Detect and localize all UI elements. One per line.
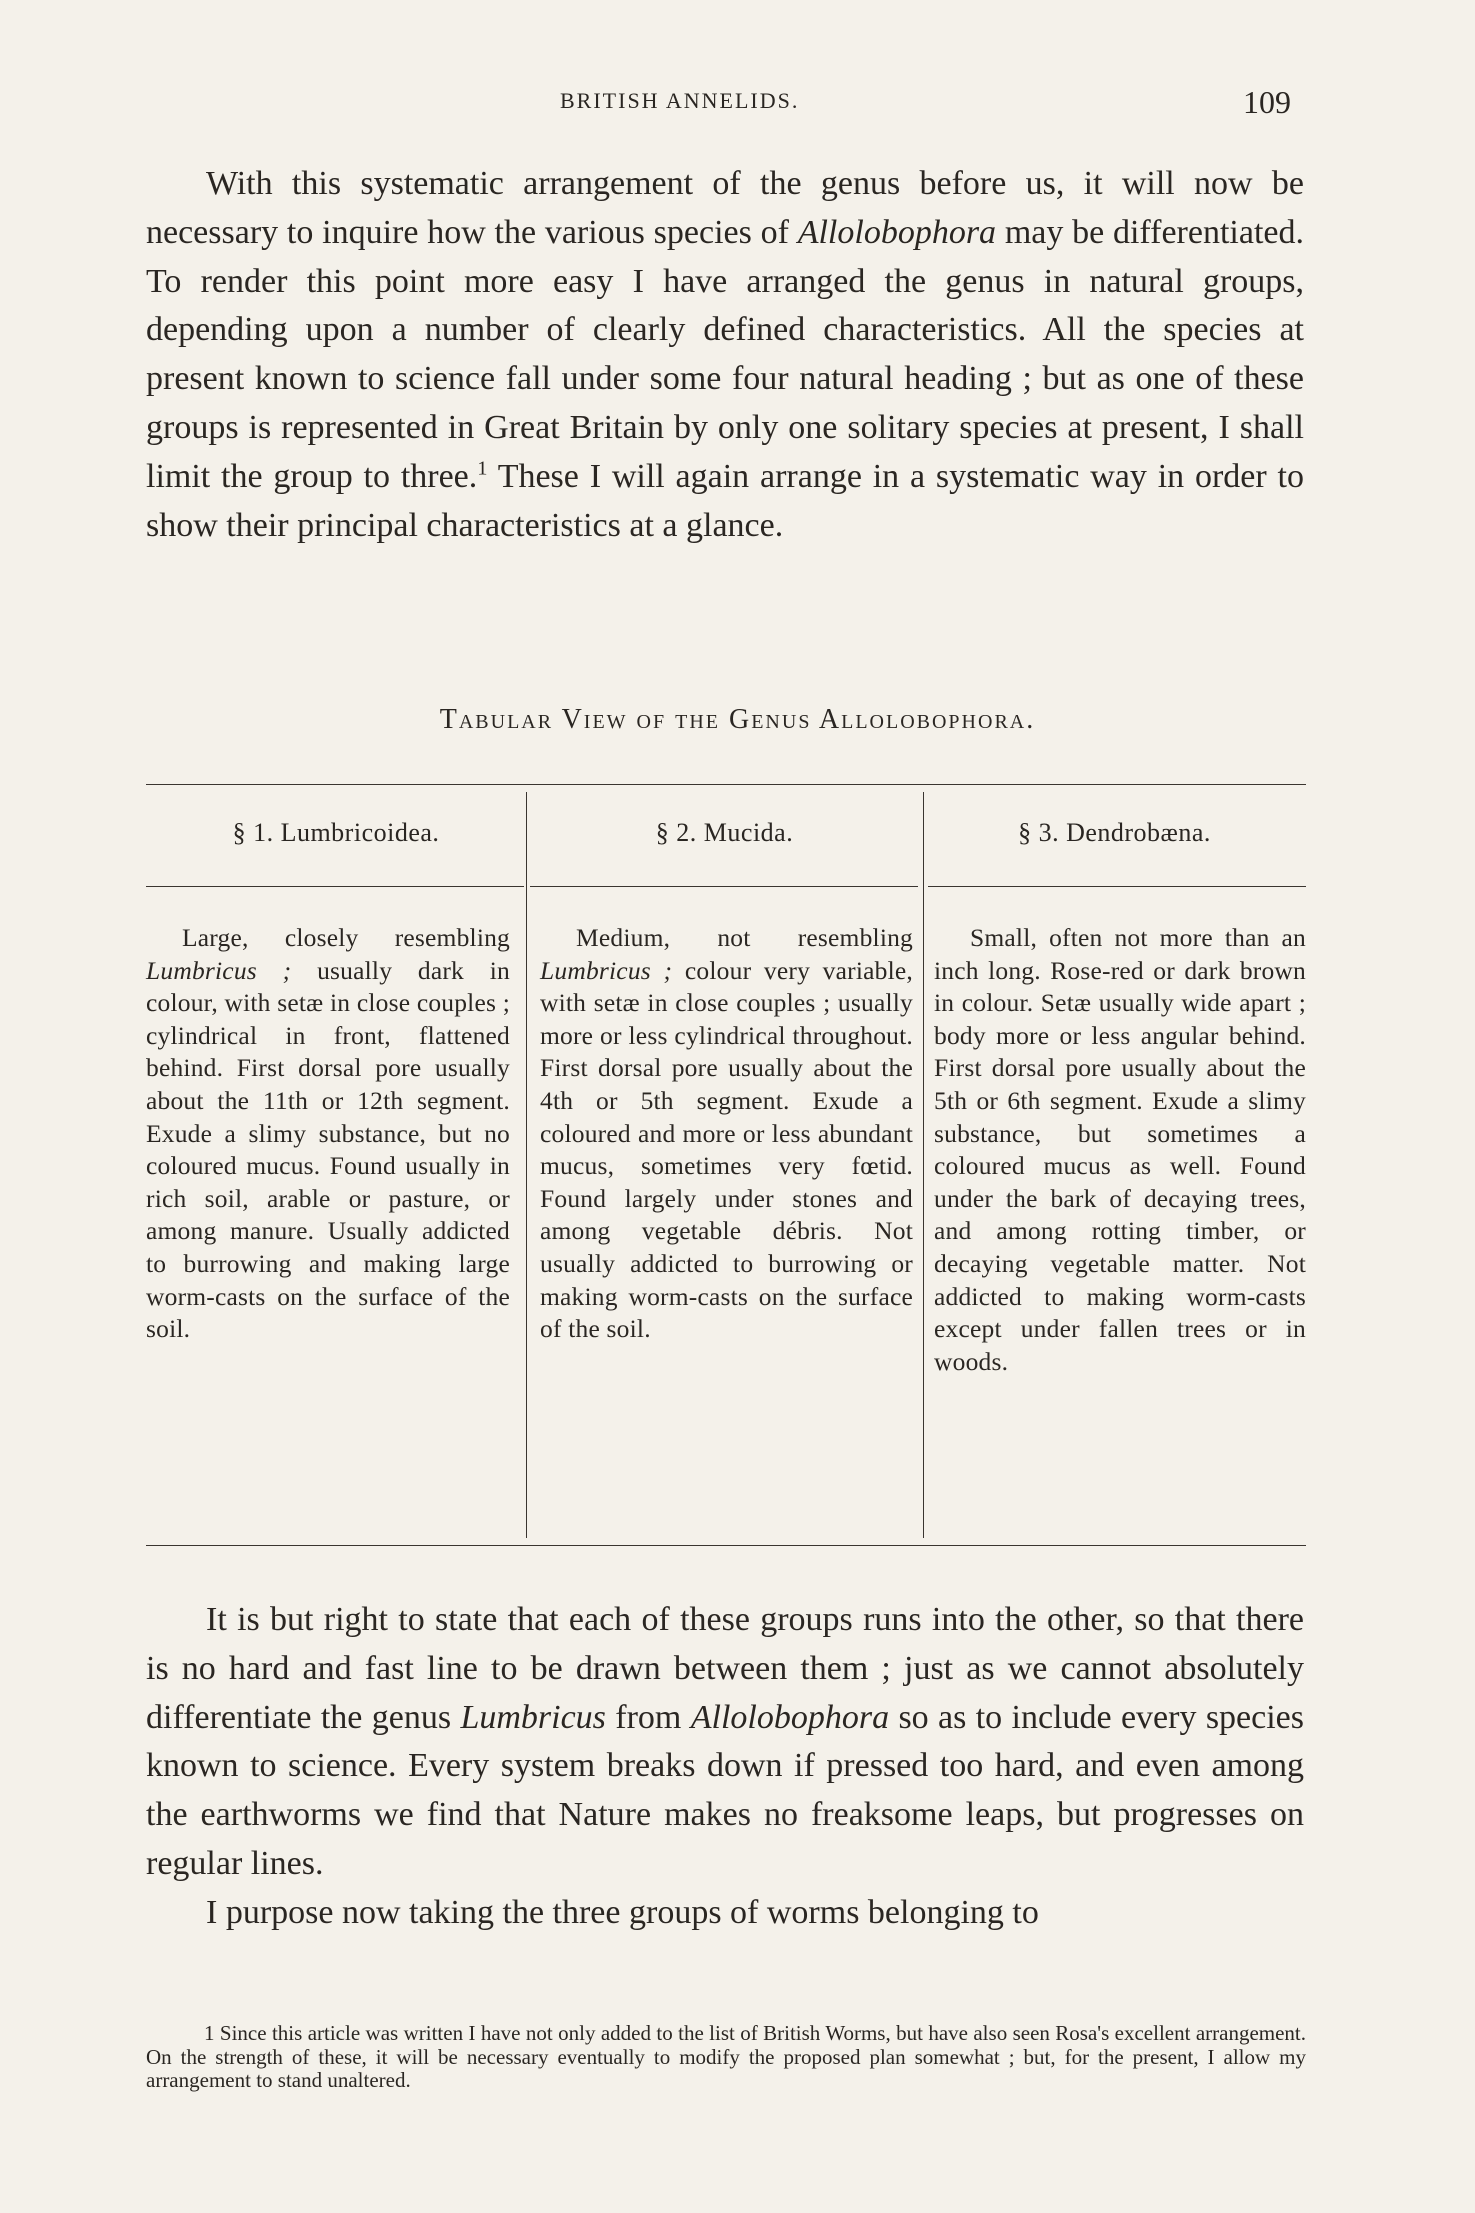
footnote-text: Since this article was written I have not only added to the list of British Worms, but have also seen Rosa's excellent arrangement. On the strength of these, it will be necessary eventually to modify the proposed plan somewhat ; but, for the present, I allow my arrangement to stand unaltered. bbox=[146, 2021, 1307, 2092]
genus-lumbricus-italic: Lumbricus bbox=[460, 1698, 606, 1736]
closing-text-a: It is but right to state that each of these groups runs into the other, so that there is no hard and fast line to be drawn between them ; just as we cannot absolutely differentiate the genus bbox=[146, 1601, 1304, 1736]
header-rule-col1 bbox=[146, 886, 524, 887]
genus-allolobophora-italic: Allolobophora bbox=[690, 1698, 890, 1736]
column-text-a: Large, closely resembling bbox=[182, 923, 510, 952]
column-text-dendrobaena bbox=[934, 922, 1306, 1378]
intro-paragraph bbox=[146, 160, 1304, 550]
column-heading-mucida: § 2. Mucida. bbox=[655, 818, 794, 847]
column-text-a: Medium, not resembling bbox=[576, 923, 913, 952]
column-italic: Lumbricus ; bbox=[146, 955, 292, 985]
intro-text-a: With this systematic arrangement of the genus before us, it will now be necessary to inquire how the various species of bbox=[146, 165, 1304, 251]
running-title: BRITISH ANNELIDS. bbox=[560, 88, 800, 113]
column-heading-lumbricoidea: § 1. Lumbricoidea. bbox=[232, 818, 440, 847]
closing-text-c: so as to include every species known to science. Every system breaks down if pressed too hard, and even among the earthworms we find that Nature makes no freaksome leaps, but progresses on regular lines. bbox=[146, 1698, 1304, 1882]
header-rule-col3 bbox=[928, 886, 1306, 887]
intro-text-b: may be differentiated. To render this point more easy I have arranged the genus in natural groups, depending upon a number of clearly defined characteristics. All the species at present known to science fall under some four natural heading ; but as one of these groups is represented in Great Britain by only one solitary species at present, I shall limit the group to three. bbox=[146, 213, 1304, 495]
column-divider-2 bbox=[923, 792, 924, 1538]
running-head bbox=[0, 84, 1475, 128]
closing-paragraph bbox=[146, 1596, 1304, 1938]
column-italic: Lumbricus ; bbox=[540, 955, 673, 985]
table-title: Tabular View of the Genus Allolobophora. bbox=[439, 704, 1036, 735]
column-text-lumbricoidea bbox=[146, 922, 510, 1346]
page-number: 109 bbox=[1243, 84, 1291, 120]
intro-text-c: These I will again arrange in a systematic way in order to show their principal characteristics at a glance. bbox=[146, 457, 1304, 544]
column-text-b: colour very variable, with setæ in close couples ; usually more or less cylindrical throughout. First dorsal pore usually about the 4th or 5th segment. Exude a coloured and more or less abundant mucus, sometimes very fœtid. Found largely under stones and among vegetable débris. Not usually addicted to burrowing or making worm-casts on the surface of the soil. bbox=[540, 955, 913, 1344]
genus-name-italic: Allolobophora bbox=[797, 213, 997, 251]
column-divider-1 bbox=[526, 792, 527, 1538]
column-text-b: usually dark in colour, with setæ in close couples ; cylindrical in front, flattened behind. First dorsal pore usually about the 11th or 12th segment. Exude a slimy substance, but no coloured mucus. Found usually in rich soil, arable or pasture, or among manure. Usually addicted to burrowing and making large worm-casts on the surface of the soil. bbox=[146, 955, 510, 1344]
footnote-reference: 1 bbox=[477, 457, 488, 480]
header-rule-col2 bbox=[530, 886, 918, 887]
column-text-mucida bbox=[540, 922, 913, 1346]
next-paragraph-text: I purpose now taking the three groups of worms belonging to bbox=[206, 1893, 1039, 1931]
footnote bbox=[146, 2022, 1306, 2093]
column-text-a: Small, often not more than an inch long. Rose-red or dark brown in colour. Setæ usually wide apart ; body more or less angular behind. First dorsal pore usually about the 5th or 6th segment. Exude a slimy substance, but sometimes a coloured mucus as well. Found under the bark of decaying trees, and among rotting timber, or decaying vegetable matter. Not addicted to making worm-casts except under fallen trees or in woods. bbox=[934, 923, 1306, 1376]
table-top-rule bbox=[146, 784, 1306, 785]
closing-text-b: from bbox=[605, 1698, 691, 1736]
footnote-marker: 1 bbox=[204, 2021, 215, 2045]
table-bottom-rule bbox=[146, 1545, 1306, 1546]
column-heading-dendrobaena: § 3. Dendrobæna. bbox=[1018, 818, 1211, 847]
